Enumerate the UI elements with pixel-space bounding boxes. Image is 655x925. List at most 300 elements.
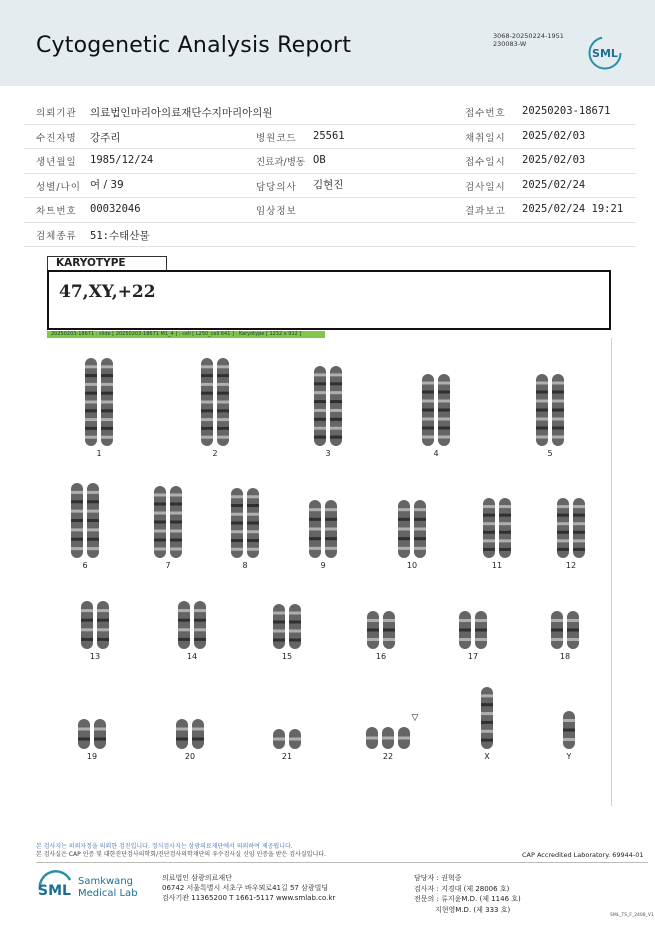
footer-notes: [36, 843, 456, 859]
chromosome-band: [81, 638, 93, 641]
chromosome-band: [314, 436, 326, 439]
chromosome-band: [483, 514, 495, 517]
chromosome-band: [170, 503, 182, 506]
specimen-label: 검체종류: [36, 230, 77, 242]
chromosome-band: [201, 401, 213, 404]
chromosome-14: [178, 601, 206, 649]
chromosome-band: [382, 737, 394, 740]
chromatid: [330, 366, 342, 446]
karyotype-value: 47,XY,+22: [59, 282, 156, 302]
chromosome-6: [71, 483, 99, 558]
chromosome-band: [438, 400, 450, 403]
chromosome-band: [217, 427, 229, 430]
karyogram-image: [47, 338, 612, 806]
chromosome-label-14: 14: [186, 652, 198, 661]
chromosome-band: [422, 436, 434, 439]
chromatid: [194, 601, 206, 649]
chromosome-band: [176, 728, 188, 731]
chromosome-12: [557, 498, 585, 558]
chromosome-18: [551, 611, 579, 649]
chromosome-band: [314, 382, 326, 385]
chromosome-band: [557, 548, 569, 551]
chromosome-band: [71, 528, 83, 531]
chromosome-band: [366, 737, 378, 740]
chromosome-label-21: 21: [281, 752, 293, 761]
report-title: Cytogenetic Analysis Report: [36, 33, 352, 58]
chromosome-band: [194, 609, 206, 612]
lab-address: [162, 873, 335, 903]
test-date-label: 검사일시: [465, 181, 506, 193]
chromosome-X: [481, 687, 493, 749]
chromosome-band: [557, 505, 569, 508]
chromosome-band: [552, 382, 564, 385]
chromosome-band: [231, 539, 243, 542]
chromosome-band: [552, 418, 564, 421]
chromosome-band: [383, 619, 395, 622]
chromosome-band: [217, 365, 229, 368]
chromosome-band: [414, 547, 426, 550]
chromosome-band: [330, 373, 342, 376]
institution-label: 의뢰기관: [36, 108, 77, 119]
chromosome-band: [273, 639, 285, 642]
chromosome-band: [438, 436, 450, 439]
chromosome-band: [201, 392, 213, 395]
chromosome-band: [85, 401, 97, 404]
chromosome-band: [201, 436, 213, 439]
chromosome-band: [231, 530, 243, 533]
result-label: 결과보고: [465, 206, 506, 217]
sml-logo: [588, 36, 622, 70]
chromosome-band: [231, 522, 243, 525]
chromosome-band: [557, 514, 569, 517]
chromosome-band: [289, 738, 301, 741]
chromosome-label-2: 2: [212, 449, 218, 458]
chromosome-band: [192, 738, 204, 741]
chromosome-band: [85, 427, 97, 430]
chromosome-band: [481, 739, 493, 742]
chromosome-band: [481, 703, 493, 706]
chromosome-band: [97, 638, 109, 641]
chromosome-label-X: X: [484, 752, 490, 761]
chart-value: 00032046: [90, 203, 141, 215]
chromosome-band: [414, 537, 426, 540]
chromosome-2: [201, 358, 229, 446]
chromosome-band: [85, 409, 97, 412]
chromosome-20: [176, 719, 204, 749]
chromosome-band: [273, 738, 285, 741]
chromosome-band: [85, 436, 97, 439]
chromosome-band: [398, 547, 410, 550]
chromosome-band: [499, 531, 511, 534]
chromosome-band: [247, 522, 259, 525]
chromosome-band: [289, 621, 301, 624]
chromosome-band: [87, 519, 99, 522]
chromosome-band: [97, 619, 109, 622]
chromosome-label-3: 3: [325, 449, 331, 458]
chromosome-band: [552, 427, 564, 430]
chromosome-band: [309, 528, 321, 531]
chromosome-label-13: 13: [89, 652, 101, 661]
chromosome-band: [330, 391, 342, 394]
chromosome-band: [94, 738, 106, 741]
chromosome-label-9: 9: [320, 561, 326, 570]
chromosome-band: [573, 548, 585, 551]
chromosome-band: [552, 436, 564, 439]
chromosome-band: [71, 547, 83, 550]
patient-label: 수진자명: [36, 132, 77, 144]
chromosome-band: [154, 512, 166, 515]
code-line-2: 230083-W: [493, 40, 527, 48]
birth-value: 1985/12/24: [90, 154, 154, 166]
trisomy-marker-icon: ▽: [411, 713, 419, 723]
staff-line-3: 전문의 : 류지윤M.D. (제 1146 호): [414, 895, 521, 903]
chromosome-band: [314, 418, 326, 421]
chromosome-band: [201, 383, 213, 386]
chromosome-band: [309, 547, 321, 550]
chromosome-band: [289, 630, 301, 633]
addr-line-3: 검사기관 11365200 T 1661-5117 www.smlab.co.kr: [162, 894, 336, 902]
chromosome-band: [398, 537, 410, 540]
chromosome-15: [273, 604, 301, 649]
chromosome-band: [101, 409, 113, 412]
chromosome-band: [438, 382, 450, 385]
chromosome-label-7: 7: [165, 561, 171, 570]
chromosome-band: [289, 612, 301, 615]
chromosome-band: [481, 712, 493, 715]
receive-value: 2025/02/03: [522, 154, 586, 166]
chromosome-band: [475, 629, 487, 632]
chromosome-band: [87, 491, 99, 494]
chromosome-band: [247, 530, 259, 533]
cap-accreditation: CAP Accredited Laboratory. 69944-01: [522, 851, 644, 859]
chromosome-label-1: 1: [96, 449, 102, 458]
staff-list: [414, 873, 521, 915]
chromosome-band: [499, 539, 511, 542]
chromosome-band: [459, 629, 471, 632]
chromosome-band: [438, 427, 450, 430]
chromosome-band: [87, 510, 99, 513]
chromosome-band: [567, 638, 579, 641]
chromosome-band: [475, 638, 487, 641]
chromosome-7: [154, 486, 182, 558]
samkwang-logo-sml: SML: [38, 883, 71, 899]
chromosome-4: [422, 374, 450, 446]
info-row-4: [24, 174, 636, 199]
image-caption-bar: 20250203-18671 : slide [ 20250203-18671 M1_4 ] : cell [ L250_cell 641 ] : Karyotype [ 1232 x 912 ]: [47, 331, 325, 338]
chromosome-band: [422, 418, 434, 421]
chromosome-band: [314, 400, 326, 403]
chromosome-Y: [563, 711, 575, 749]
chromosome-band: [217, 418, 229, 421]
chromosome-band: [573, 531, 585, 534]
chromosome-label-15: 15: [281, 652, 293, 661]
chromosome-band: [94, 728, 106, 731]
chromosome-band: [231, 495, 243, 498]
samkwang-logo: [36, 868, 156, 908]
chromosome-band: [85, 392, 97, 395]
chromosome-band: [154, 548, 166, 551]
chromosome-band: [247, 504, 259, 507]
chromosome-band: [154, 530, 166, 533]
chromosome-label-17: 17: [467, 652, 479, 661]
chromosome-band: [101, 401, 113, 404]
chromosome-band: [231, 548, 243, 551]
chromosome-band: [481, 721, 493, 724]
chromosome-band: [536, 382, 548, 385]
chromosome-label-11: 11: [491, 561, 503, 570]
doctor-value: 김현진: [313, 178, 344, 191]
chromosome-band: [247, 513, 259, 516]
chromosome-band: [314, 373, 326, 376]
chromosome-band: [398, 518, 410, 521]
report-header: [0, 0, 655, 86]
chromosome-band: [170, 530, 182, 533]
chromosome-band: [217, 392, 229, 395]
chromosome-17: [459, 611, 487, 649]
chromosome-band: [536, 427, 548, 430]
chromosome-band: [170, 521, 182, 524]
chromosome-band: [573, 522, 585, 525]
chromosome-label-4: 4: [433, 449, 439, 458]
addr-line-2: 06742 서울특별시 서초구 바우뫼로41길 57 삼광빌딩: [162, 884, 329, 892]
chromosome-band: [536, 391, 548, 394]
chromosome-10: [398, 500, 426, 558]
chromosome-label-5: 5: [547, 449, 553, 458]
chromosome-band: [194, 619, 206, 622]
chromosome-band: [483, 548, 495, 551]
chromosome-band: [536, 418, 548, 421]
footer-note-2: 본 검사실은 CAP 인증 및 대한진단검사의학회/진단검사의학재단의 우수검사실 신임 인증을 받은 검사실입니다.: [36, 851, 326, 858]
footer-note-1: 본 검사지는 의뢰자정을 의뢰한 검진입니다. 정식검사지는 삼광의료재단에서 의뢰하여 제공됩니다.: [36, 843, 293, 850]
chromosome-band: [551, 638, 563, 641]
chromosome-8: [231, 488, 259, 558]
chromosome-band: [71, 500, 83, 503]
chromosome-band: [330, 436, 342, 439]
karyotype-tab: KARYOTYPE: [47, 256, 167, 270]
chromosome-band: [97, 609, 109, 612]
chromosome-3: [314, 366, 342, 446]
chromosome-band: [314, 427, 326, 430]
chromosome-band: [551, 629, 563, 632]
chromosome-band: [273, 621, 285, 624]
chromosome-band: [330, 427, 342, 430]
clinical-label: 임상정보: [256, 206, 297, 217]
chromosome-band: [87, 500, 99, 503]
chromosome-band: [414, 508, 426, 511]
staff-line-4: 지현영M.D. (제 333 호): [435, 905, 511, 914]
chromosome-band: [247, 548, 259, 551]
chromosome-band: [438, 418, 450, 421]
chromosome-band: [81, 609, 93, 612]
test-date-value: 2025/02/24: [522, 178, 586, 191]
chromosome-band: [557, 531, 569, 534]
chromosome-band: [459, 638, 471, 641]
chromosome-band: [551, 619, 563, 622]
dept-value: OB: [313, 154, 326, 166]
chromosome-band: [314, 409, 326, 412]
chromosome-band: [101, 436, 113, 439]
chromosome-band: [536, 436, 548, 439]
result-value: 2025/02/24 19:21: [522, 203, 624, 215]
chromosome-band: [567, 619, 579, 622]
hospital-code-label: 병원코드: [256, 132, 297, 144]
collect-value: 2025/02/03: [522, 129, 586, 142]
chromosome-band: [557, 522, 569, 525]
chromosome-band: [194, 638, 206, 641]
chromosome-band: [483, 522, 495, 525]
footer-divider: [36, 862, 648, 863]
chromosome-band: [481, 730, 493, 733]
sex-age-label: 성별/나이: [36, 181, 81, 193]
patient-info-table: [24, 100, 636, 247]
chromosome-band: [247, 539, 259, 542]
chromosome-label-19: 19: [86, 752, 98, 761]
chromosome-band: [499, 548, 511, 551]
chromosome-band: [330, 418, 342, 421]
chart-label: 차트번호: [36, 206, 77, 217]
chromosome-band: [422, 427, 434, 430]
chromosome-band: [563, 729, 575, 732]
chromosome-band: [325, 508, 337, 511]
chromosome-band: [367, 638, 379, 641]
chromosome-band: [383, 638, 395, 641]
info-row-6: [24, 223, 636, 248]
chromosome-band: [483, 539, 495, 542]
chromosome-band: [314, 391, 326, 394]
chromosome-band: [71, 519, 83, 522]
chromosome-band: [78, 738, 90, 741]
receipt-no-value: 20250203-18671: [522, 105, 611, 117]
chromosome-band: [309, 508, 321, 511]
chromosome-5: [536, 374, 564, 446]
institution-value: 의료법인마리아의료재단수지마리아의원: [90, 107, 273, 119]
chromosome-band: [499, 505, 511, 508]
chromosome-band: [178, 638, 190, 641]
chromosome-band: [330, 400, 342, 403]
chromatid: [176, 719, 188, 749]
chromosome-label-10: 10: [406, 561, 418, 570]
chromosome-band: [170, 512, 182, 515]
chromosome-band: [398, 508, 410, 511]
chromosome-1: [85, 358, 113, 446]
samkwang-logo-line2: Medical Lab: [78, 888, 138, 899]
chromatid: [273, 604, 285, 649]
code-line-1: 3068-20250224-1951: [493, 32, 564, 40]
chromosome-band: [459, 619, 471, 622]
chromatid: [178, 601, 190, 649]
addr-line-1: 의료법인 삼광의료재단: [162, 874, 232, 882]
chromosome-band: [81, 619, 93, 622]
chromosome-band: [422, 391, 434, 394]
chromosome-band: [97, 628, 109, 631]
doctor-label: 담당의사: [256, 181, 297, 193]
chromosome-band: [192, 728, 204, 731]
receive-label: 접수일시: [465, 157, 506, 168]
chromosome-band: [81, 628, 93, 631]
chromosome-band: [499, 522, 511, 525]
receipt-no-label: 접수번호: [465, 108, 506, 119]
chromosome-band: [231, 513, 243, 516]
chromosome-band: [567, 629, 579, 632]
patient-value: 강주리: [90, 131, 121, 144]
karyotype-box: [47, 270, 611, 330]
chromosome-band: [563, 719, 575, 722]
form-version: SML_TS_F_2408_V1: [610, 913, 654, 918]
chromosome-band: [475, 619, 487, 622]
chromosome-label-16: 16: [375, 652, 387, 661]
chromosome-band: [178, 628, 190, 631]
chromosome-band: [201, 427, 213, 430]
chromosome-band: [87, 538, 99, 541]
hospital-code-value: 25561: [313, 129, 345, 142]
chromosome-band: [71, 491, 83, 494]
chromosome-band: [201, 409, 213, 412]
chromosome-label-22: 22: [382, 752, 394, 761]
chromosome-band: [330, 382, 342, 385]
dept-label: 진료과/병동: [256, 157, 306, 168]
chromosome-band: [217, 374, 229, 377]
chromosome-band: [201, 418, 213, 421]
chromosome-label-20: 20: [184, 752, 196, 761]
chromosome-label-12: 12: [565, 561, 577, 570]
chromosome-label-Y: Y: [566, 752, 572, 761]
karyogram-svg: [47, 338, 611, 806]
info-row-3: [24, 149, 636, 174]
chromosome-band: [273, 630, 285, 633]
chromosome-band: [85, 374, 97, 377]
sml-logo-text: SML: [592, 47, 618, 60]
chromosome-band: [325, 518, 337, 521]
chromosome-band: [536, 400, 548, 403]
chromosome-band: [483, 505, 495, 508]
chromosome-band: [367, 619, 379, 622]
chromosome-band: [552, 409, 564, 412]
chromatid: [289, 604, 301, 649]
chromosome-band: [170, 494, 182, 497]
chromosome-band: [563, 738, 575, 741]
chromosome-band: [101, 365, 113, 368]
chromosome-band: [552, 391, 564, 394]
chromosome-band: [499, 514, 511, 517]
chromatid: [97, 601, 109, 649]
chromosome-band: [273, 612, 285, 615]
chromosome-band: [217, 383, 229, 386]
specimen-value: 51:수태산물: [90, 229, 150, 242]
chromosome-label-18: 18: [559, 652, 571, 661]
chromosome-band: [170, 548, 182, 551]
chromosome-band: [398, 528, 410, 531]
chromosome-band: [85, 383, 97, 386]
chromosome-band: [481, 694, 493, 697]
chromosome-band: [176, 738, 188, 741]
chromosome-band: [557, 539, 569, 542]
chromosome-band: [414, 518, 426, 521]
chromosome-band: [154, 494, 166, 497]
chromosome-band: [383, 629, 395, 632]
birth-label: 생년월일: [36, 157, 77, 168]
chromosome-band: [154, 539, 166, 542]
chromosome-band: [552, 400, 564, 403]
chromosome-band: [414, 528, 426, 531]
chromosome-band: [330, 409, 342, 412]
chromosome-band: [422, 382, 434, 385]
chromosome-band: [247, 495, 259, 498]
chromosome-band: [201, 365, 213, 368]
chromatid: [192, 719, 204, 749]
chromosome-band: [438, 391, 450, 394]
chromosome-band: [101, 392, 113, 395]
chromosome-band: [201, 374, 213, 377]
